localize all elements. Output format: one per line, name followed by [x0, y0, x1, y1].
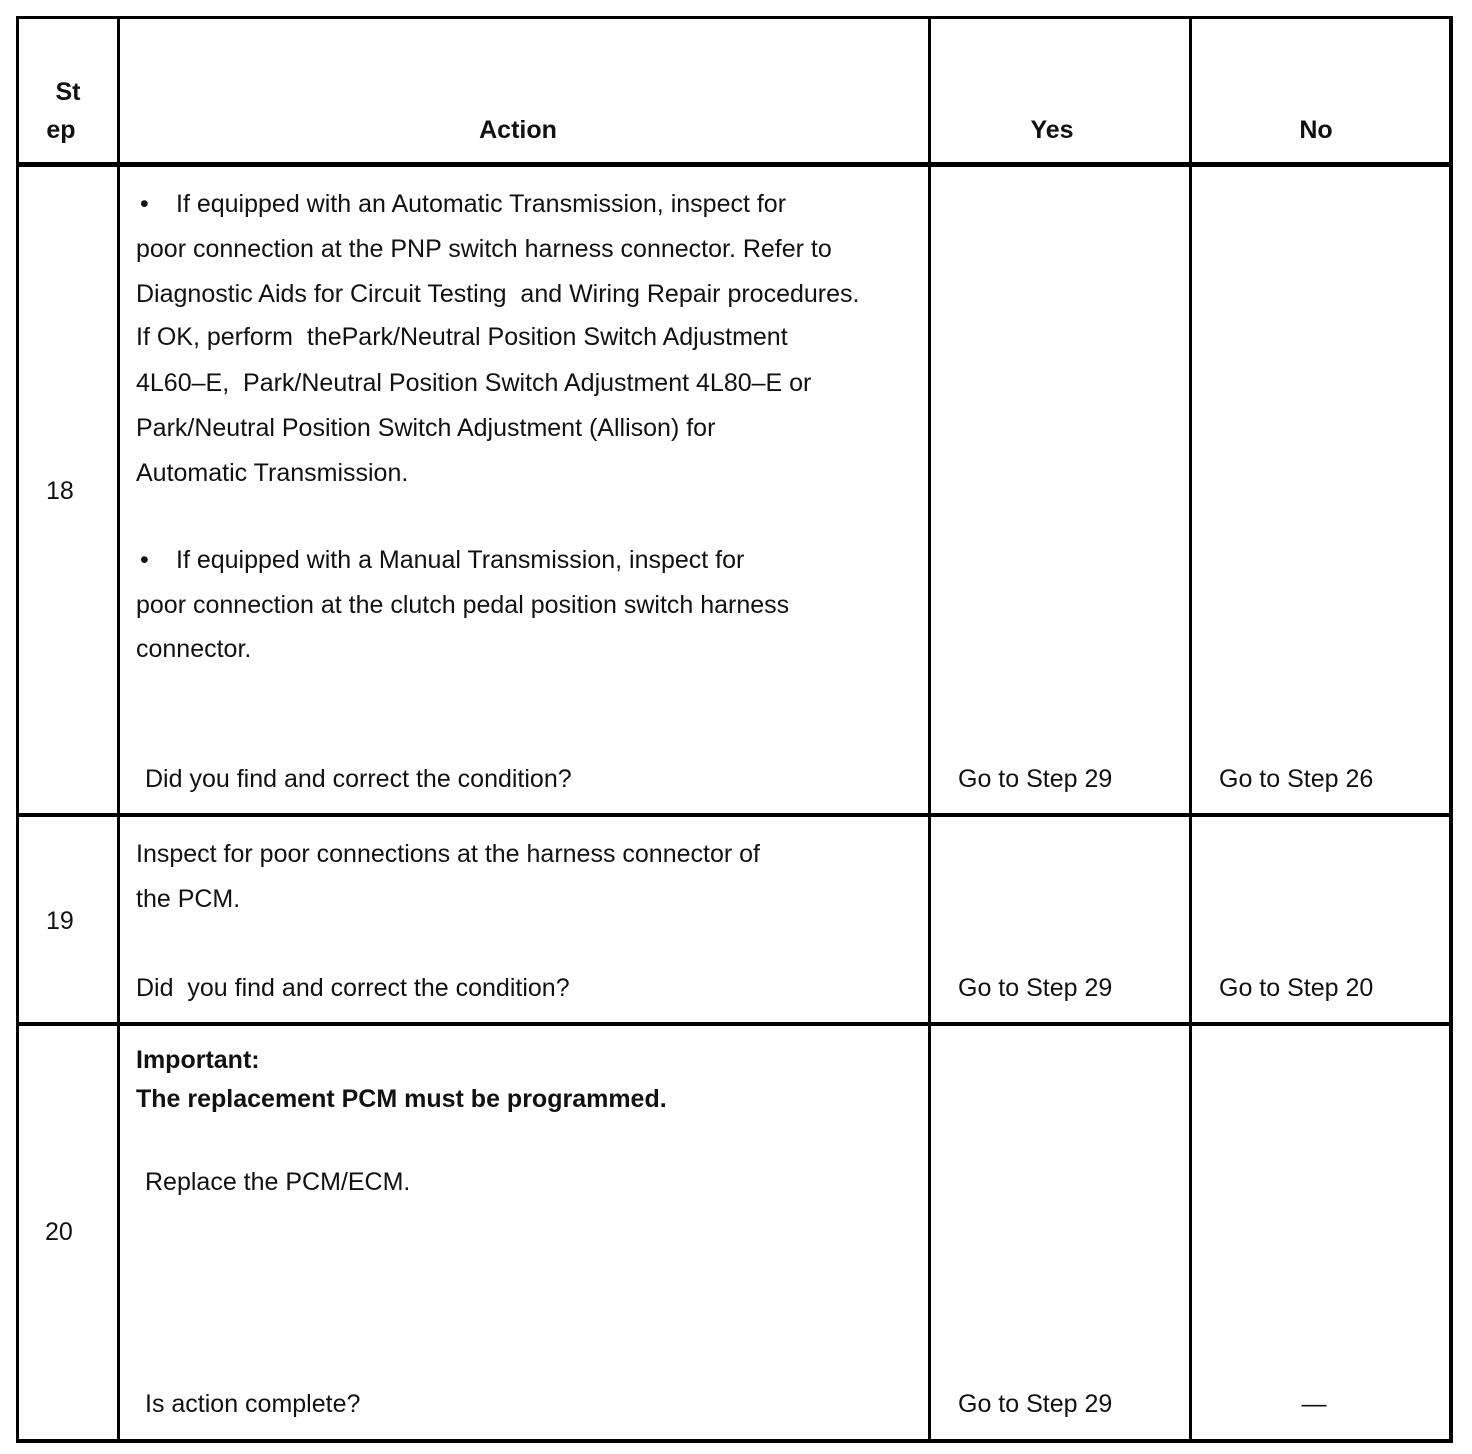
header-action: Action	[479, 116, 557, 144]
yes-result: Go to Step 29	[958, 974, 1113, 1002]
row-divider-18-19	[16, 813, 1453, 817]
column-divider-step	[117, 16, 120, 1443]
row-divider-19-20	[16, 1022, 1453, 1026]
table-border-left	[16, 16, 19, 1443]
no-result: Go to Step 26	[1219, 765, 1374, 793]
important-text: The replacement PCM must be programmed.	[136, 1085, 667, 1113]
action-question: Is action complete?	[145, 1390, 361, 1418]
action-line: Diagnostic Aids for Circuit Testing and Wiring Repair procedures.	[136, 280, 860, 308]
step-number: 19	[46, 907, 74, 935]
header-yes: Yes	[1030, 116, 1074, 144]
yes-result: Go to Step 29	[958, 765, 1113, 793]
step-number: 20	[45, 1218, 73, 1246]
important-label: Important:	[136, 1046, 260, 1074]
header-divider	[16, 162, 1453, 167]
action-line: 4L60–E, Park/Neutral Position Switch Adjustment 4L80–E or	[136, 369, 812, 397]
action-line: If equipped with an Automatic Transmission, inspect for	[176, 190, 787, 218]
yes-result: Go to Step 29	[958, 1390, 1113, 1418]
action-question: Did you find and correct the condition?	[136, 974, 570, 1002]
action-line: poor connection at the PNP switch harness connector. Refer to	[136, 235, 832, 263]
action-line: connector.	[136, 635, 252, 663]
header-step-line-1: St	[55, 78, 81, 106]
table-border-right	[1449, 16, 1453, 1443]
action-line: If equipped with a Manual Transmission, inspect for	[176, 546, 745, 574]
header-step-line-2: ep	[46, 116, 76, 144]
table-border-bottom	[16, 1439, 1453, 1443]
header-no: No	[1299, 116, 1333, 144]
action-line: the PCM.	[136, 885, 241, 913]
action-question: Did you find and correct the condition?	[145, 765, 572, 793]
action-line: If OK, perform thePark/Neutral Position Switch Adjustment	[136, 323, 788, 351]
bullet-marker: •	[140, 190, 149, 218]
action-line: Park/Neutral Position Switch Adjustment (Allison) for	[136, 414, 716, 442]
no-result: Go to Step 20	[1219, 974, 1374, 1002]
bullet-marker: •	[140, 546, 149, 574]
action-line: Automatic Transmission.	[136, 459, 409, 487]
table-border-top	[16, 16, 1453, 19]
no-result: —	[1301, 1390, 1327, 1418]
column-divider-yes	[1189, 16, 1192, 1443]
action-line: Inspect for poor connections at the harness connector of	[136, 840, 760, 868]
step-number: 18	[46, 477, 74, 505]
action-instruction: Replace the PCM/ECM.	[145, 1168, 411, 1196]
action-line: poor connection at the clutch pedal position switch harness	[136, 591, 790, 619]
column-divider-action	[928, 16, 931, 1443]
